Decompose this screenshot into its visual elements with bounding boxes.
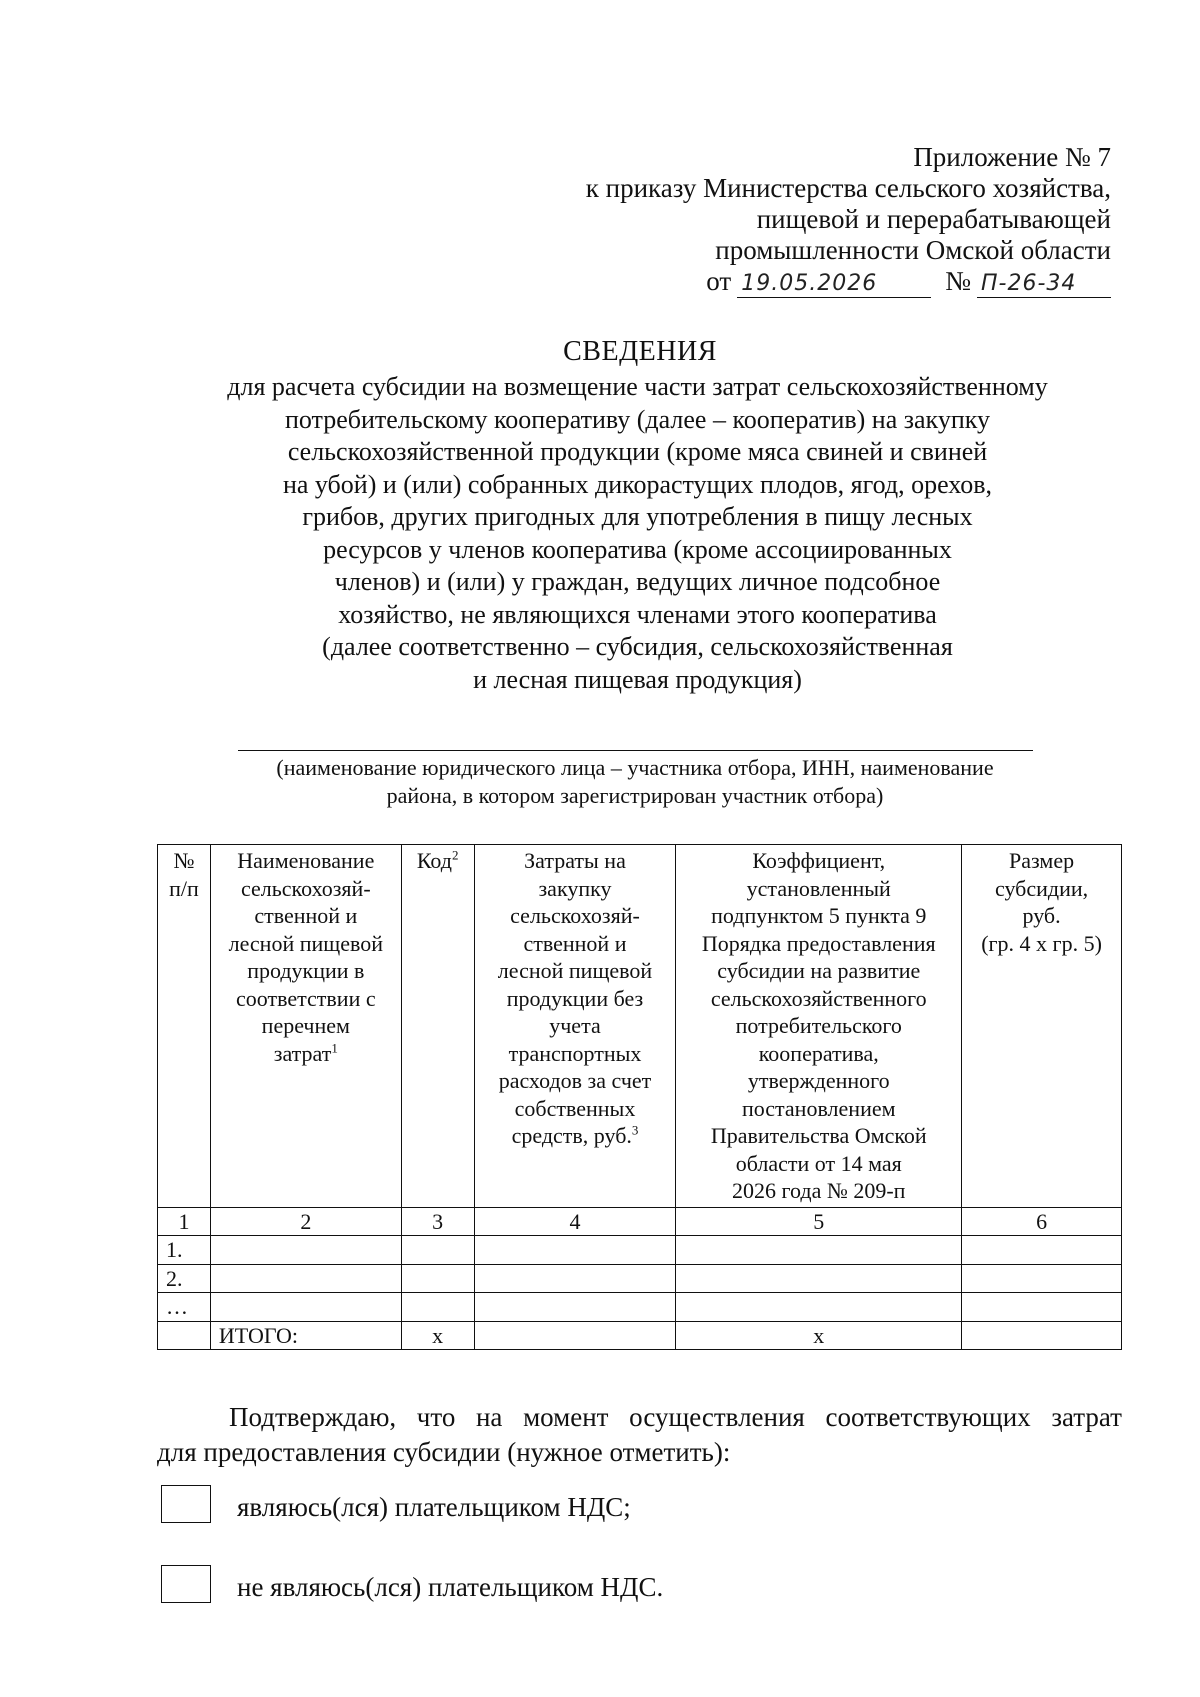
organization-caption: [200, 754, 1070, 810]
organization-fill-line: [238, 750, 1033, 751]
subtitle-line: и лесная пищевая продукция): [473, 664, 802, 694]
table-header-row: [158, 845, 1122, 1208]
column-number: 2: [210, 1207, 401, 1236]
confirmation-line2: для предоставления субсидии (нужное отметить):: [157, 1437, 731, 1467]
subsidy-table: [157, 844, 1122, 1350]
header-cell-coefficient: Коэффициент, установленный подпунктом 5 пункта 9 Порядка предоставления субсидии на развитие сельскохозяйственного потребительского кооператива, утвержденного постановлением Правительства Омской области от 14 мая 2026 года № 209-п: [676, 845, 962, 1208]
row-number: 1.: [158, 1236, 211, 1265]
confirmation-text: [157, 1400, 1122, 1470]
total-coefficient: x: [676, 1321, 962, 1350]
column-number-row: [158, 1207, 1122, 1236]
total-subsidy: [962, 1321, 1122, 1350]
subtitle-line: хозяйство, не являющихся членами этого кооператива: [338, 599, 937, 629]
document-subtitle: [170, 371, 1105, 696]
vat-payer-checkbox[interactable]: [161, 1485, 211, 1523]
table-cell: [676, 1264, 962, 1293]
table-cell: [401, 1293, 474, 1322]
table-row: [158, 1293, 1122, 1322]
table-cell: [158, 1321, 211, 1350]
column-number: 5: [676, 1207, 962, 1236]
table-cell: [962, 1236, 1122, 1265]
subtitle-line: членов) и (или) у граждан, ведущих личное подсобное: [334, 567, 941, 596]
footnote-mark: 3: [631, 1122, 639, 1138]
subtitle-line: (далее соответственно – субсидия, сельскохозяйственная: [322, 632, 953, 661]
caption-line: (наименование юридического лица – участника отбора, ИНН, наименование: [276, 755, 994, 780]
row-number: …: [158, 1293, 211, 1322]
non-vat-payer-checkbox[interactable]: [161, 1565, 211, 1603]
subtitle-line: для расчета субсидии на возмещение части затрат сельскохозяйственному: [227, 372, 1048, 401]
table-row: [158, 1236, 1122, 1265]
table-cell: [210, 1236, 401, 1265]
subtitle-line: ресурсов у членов кооператива (кроме ассоциированных: [323, 534, 952, 564]
column-number: 1: [158, 1207, 211, 1236]
number-prefix: №: [945, 266, 971, 296]
caption-line: района, в котором зарегистрирован участник отбора): [386, 783, 884, 808]
table-cell: [401, 1236, 474, 1265]
table-cell: [210, 1293, 401, 1322]
header-cell-product-name: Наименование сельскохозяй- ственной и лесной пищевой продукции в соответствии с перечнем затрат$^1$: [210, 845, 401, 1208]
appendix-header: [586, 142, 1111, 298]
header-cell-number: № п/п: [158, 845, 211, 1208]
date-prefix: от: [706, 266, 732, 296]
header-cell-costs: Затраты на закупку сельскохозяй- ственной и лесной пищевой продукции без учета транспортных расходов за счет собственных средств, руб.$^3$: [474, 845, 676, 1208]
table-cell: [962, 1293, 1122, 1322]
subtitle-line: сельскохозяйственной продукции (кроме мяса свиней и свиней: [287, 437, 988, 466]
column-number: 4: [474, 1207, 676, 1236]
table-cell: [676, 1293, 962, 1322]
document-title: СВЕДЕНИЯ: [563, 336, 717, 367]
appendix-order-line3: промышленности Омской области: [715, 235, 1111, 265]
vat-payer-label: являюсь(лся) плательщиком НДС;: [237, 1492, 631, 1522]
table-cell: [474, 1293, 676, 1322]
appendix-date-number: [586, 266, 1111, 298]
appendix-order-line1: к приказу Министерства сельского хозяйства,: [585, 173, 1111, 203]
header-cell-code: Код$^2$: [401, 845, 474, 1208]
table-row: [158, 1264, 1122, 1293]
header-cell-subsidy: Размер субсидии, руб. (гр. 4 x гр. 5): [962, 845, 1122, 1208]
footnote-mark: 1: [331, 1040, 338, 1056]
subtitle-line: на убой) и (или) собранных дикорастущих плодов, ягод, орехов,: [282, 469, 993, 499]
table-cell: [401, 1264, 474, 1293]
confirmation-line1: Подтверждаю, что на момент осуществления соответствующих затрат: [229, 1402, 1122, 1432]
date-field: 19.05.2026: [737, 271, 931, 298]
table-cell: [474, 1236, 676, 1265]
subtitle-line: грибов, других пригодных для употребления в пищу лесных: [302, 502, 973, 531]
total-code: x: [401, 1321, 474, 1350]
appendix-order-line2: пищевой и перерабатывающей: [756, 204, 1111, 234]
column-number: 6: [962, 1207, 1122, 1236]
non-vat-payer-label: не являюсь(лся) плательщиком НДС.: [237, 1572, 664, 1602]
table-cell: [962, 1264, 1122, 1293]
total-label: ИТОГО:: [210, 1321, 401, 1350]
order-number-field: П-26-34: [977, 271, 1111, 298]
footnote-mark: 2: [451, 847, 459, 863]
appendix-number: Приложение № 7: [913, 142, 1111, 172]
total-row: [158, 1321, 1122, 1350]
row-number: 2.: [158, 1264, 211, 1293]
subtitle-line: потребительскому кооперативу (далее – кооператив) на закупку: [284, 404, 991, 434]
column-number: 3: [401, 1207, 474, 1236]
table-cell: [474, 1264, 676, 1293]
table-cell: [676, 1236, 962, 1265]
table-cell: [210, 1264, 401, 1293]
total-costs: [474, 1321, 676, 1350]
